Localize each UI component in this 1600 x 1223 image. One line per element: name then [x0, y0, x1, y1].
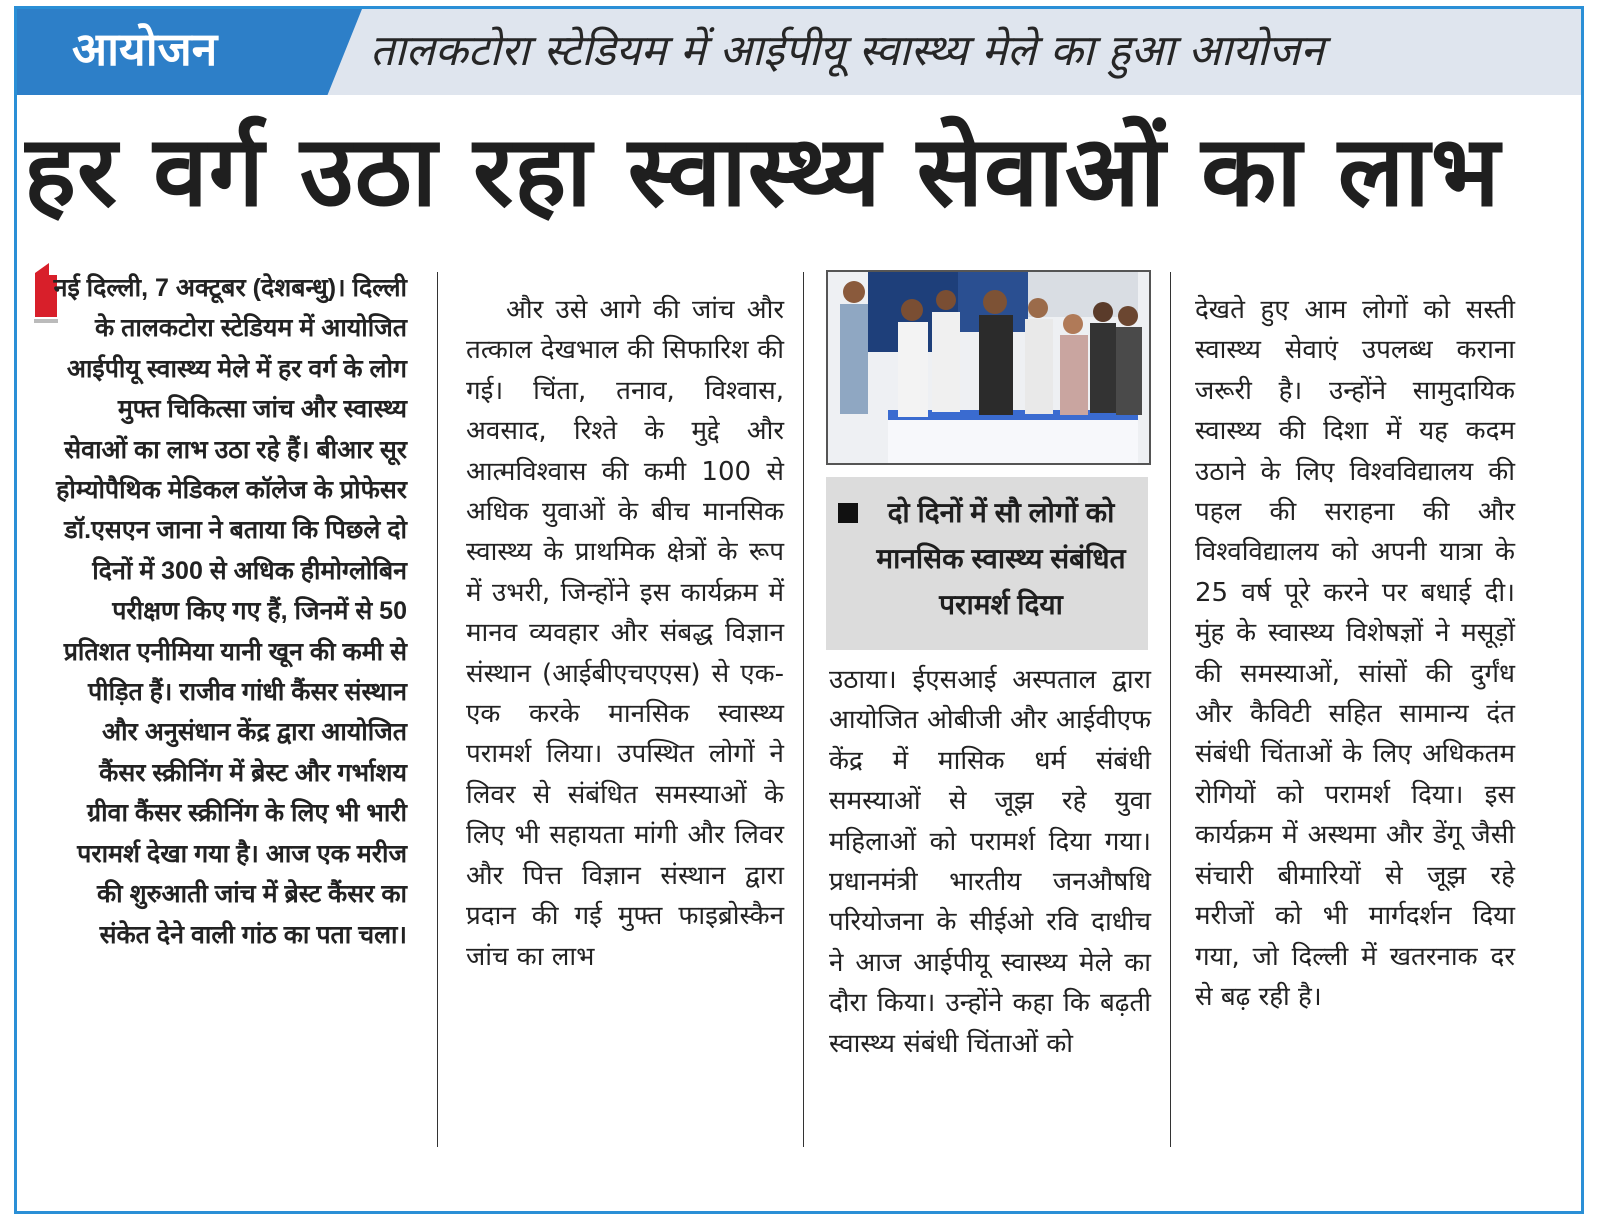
article-paragraph: उठाया। ईएसआई अस्पताल द्वारा आयोजित ओबीजी और आईवीएफ केंद्र में मासिक धर्म संबंधी समस्याओं से जूझ रहे युवा महिलाओं को परामर्श दिया गया। प्रधानमंत्री भारतीय जनऔषधि परियोजना के सीईओ रवि दाधीच ने आज आईपीयू स्वास्थ्य मेले का दौरा किया। उन्होंने कहा कि बढ़ती स्वास्थ्य संबंधी चिंताओं को	[829, 665, 1151, 1059]
column-divider	[437, 272, 438, 1147]
column-divider	[803, 272, 804, 1147]
headline: हर वर्ग उठा रहा स्वास्थ्य सेवाओं का लाभ	[24, 115, 1501, 229]
kicker-line: तालकटोरा स्टेडियम में आईपीयू स्वास्थ्य मेले का हुआ आयोजन	[370, 26, 1324, 76]
event-photo	[826, 270, 1151, 465]
article-column-4	[1195, 290, 1515, 1160]
article-paragraph: नई दिल्ली, 7 अक्टूबर (देशबन्धु)। दिल्ली के तालकटोरा स्टेडियम में आयोजित आईपीयू स्वास्थ्य मेले में हर वर्ग के लोग मुफ्त चिकित्सा जांच और स्वास्थ्य सेवाओं का लाभ उठा रहे हैं। बीआर सूर होम्योपैथिक मेडिकल कॉलेज के प्रोफेसर डॉ.एसएन जाना ने बताया कि पिछले दो दिनों में 300 से अधिक हीमोग्लोबिन परीक्षण किए गए हैं, जिनमें से 50 प्रतिशत एनीमिया यानी खून की कमी से पीड़ित हैं। राजीव गांधी कैंसर संस्थान और अनुसंधान केंद्र द्वारा आयोजित कैंसर स्क्रीनिंग में ब्रेस्ट और गर्भाशय ग्रीवा कैंसर स्क्रीनिंग के लिए भी भारी परामर्श देखा गया है। आज एक मरीज की शुरुआती जांच में ब्रेस्ट कैंसर का संकेत देने वाली गांठ का पता चला।	[53, 274, 407, 949]
event-photo-illustration	[828, 272, 1151, 465]
callout-text: दो दिनों में सौ लोगों को मानसिक स्वास्थ्य संबंधित परामर्श दिया	[876, 497, 1126, 620]
callout-bullet-icon	[838, 503, 858, 523]
section-tag: आयोजन	[72, 22, 218, 76]
article-column-3	[829, 660, 1151, 1160]
article-column-1	[52, 268, 407, 1158]
article-paragraph: देखते हुए आम लोगों को सस्ती स्वास्थ्य सेवाएं उपलब्ध कराना जरूरी है। उन्होंने सामुदायिक स्वास्थ्य की दिशा में यह कदम उठाने के लिए विश्वविद्यालय की पहल की सराहना की और विश्वविद्यालय को अपनी यात्रा के 25 वर्ष पूरे करने पर बधाई दी। मुंह के स्वास्थ्य विशेषज्ञों ने मसूड़ों की समस्याओं, सांसों की दुर्गंध और कैविटी सहित सामान्य दंत संबंधी चिंताओं के लिए अधिकतम रोगियों को परामर्श दिया। इस कार्यक्रम में अस्थमा और डेंगू जैसी संचारी बीमारियों से जूझ रहे मरीजों को भी मार्गदर्शन दिया गया, जो दिल्ली में खतरनाक दर से बढ़ रही है।	[1195, 295, 1515, 1012]
article-paragraph: और उसे आगे की जांच और तत्काल देखभाल की सिफारिश की गई। चिंता, तनाव, विश्वास, अवसाद, रिश्ते के मुद्दे और आत्मविश्वास की कमी 100 से अधिक युवाओं के बीच मानसिक स्वास्थ्य के प्राथमिक क्षेत्रों के रूप में उभरी, जिन्होंने इस कार्यक्रम में मानव व्यवहार और संबद्ध विज्ञान संस्थान (आईबीएचएएस) से एक-एक करके मानसिक स्वास्थ्य परामर्श लिया। उपस्थित लोगों ने लिवर से संबंधित समस्याओं के लिए भी सहायता मांगी और लिवर और पित्त विज्ञान संस्थान द्वारा प्रदान की गई मुफ्त फाइब्रोस्कैन जांच का लाभ	[466, 295, 784, 972]
column-divider	[1170, 272, 1171, 1147]
article-column-2	[466, 290, 784, 1150]
